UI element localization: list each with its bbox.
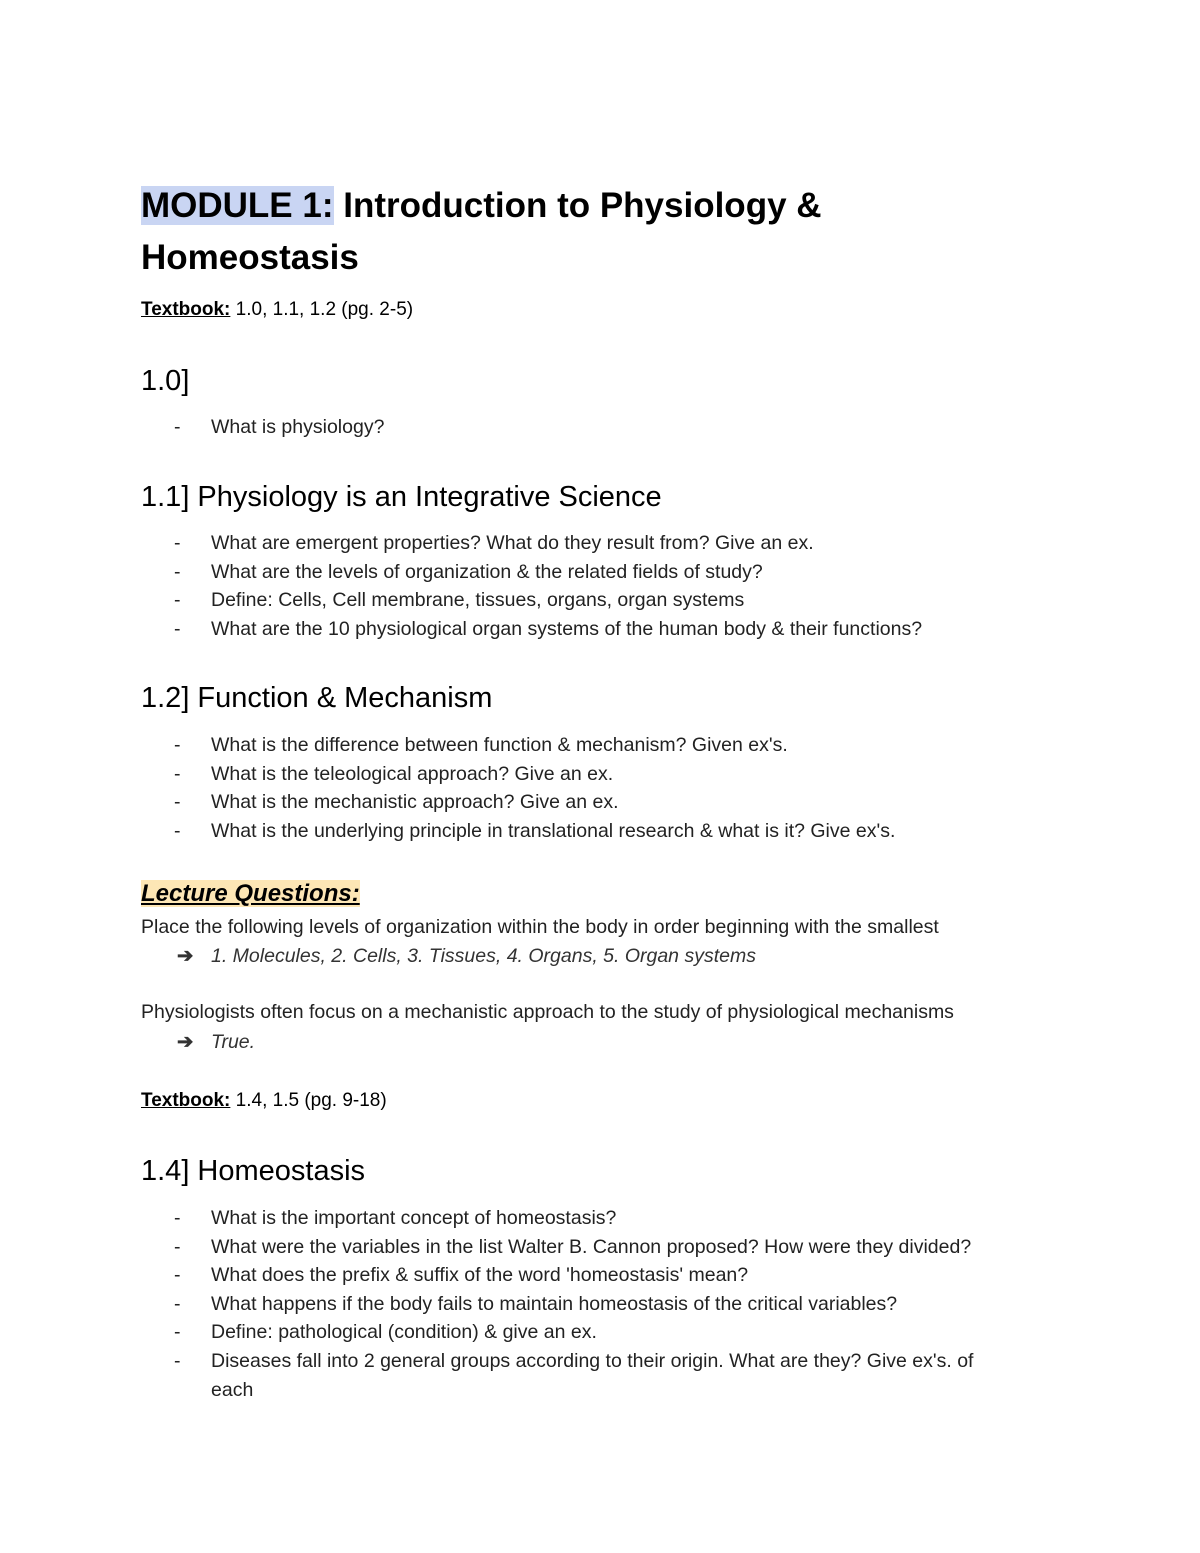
list-item: - What is the important concept of homeostasis?: [174, 1207, 617, 1229]
list-item: - What is physiology?: [174, 416, 385, 438]
section-heading: 1.2] Function & Mechanism: [141, 682, 493, 714]
list-item: - Define: Cells, Cell membrane, tissues, organs, organ systems: [174, 589, 745, 612]
list-item: - What is the teleological approach? Give an ex.: [174, 762, 614, 785]
textbook-label: Textbook:: [141, 1090, 231, 1111]
list-item: - What is the underlying principle in translational research & what is it? Give ex's.: [174, 819, 896, 842]
list-item: - What is the mechanistic approach? Give an ex.: [174, 791, 619, 814]
lecture-question-2: Physiologists often focus on a mechanistic approach to the study of physiological mechanisms: [141, 1001, 954, 1023]
arrow-icon: ➔: [177, 945, 194, 967]
list-item: - Diseases fall into 2 general groups according to their origin. What are they? Give ex's. of: [174, 1349, 974, 1372]
list-item: - Define: pathological (condition) & give an ex.: [174, 1321, 597, 1344]
list-item: - What does the prefix & suffix of the word 'homeostasis' mean?: [174, 1264, 749, 1287]
textbook-reference: [141, 297, 413, 323]
textbook-pages: 1.0, 1.1, 1.2 (pg. 2-5): [230, 299, 414, 320]
section-heading: 1.4] Homeostasis: [141, 1155, 366, 1187]
lecture-answer-2: ➔ True.: [177, 1028, 255, 1056]
lecture-questions-heading: Lecture Questions:: [141, 880, 360, 907]
section-heading: 1.0]: [141, 365, 190, 397]
question-list: [141, 731, 1071, 845]
arrow-icon: ➔: [177, 1031, 194, 1053]
question-list: [141, 529, 1071, 643]
list-item: - What is the difference between function & mechanism? Given ex's.: [174, 734, 788, 756]
module-title-line2: Homeostasis: [141, 238, 359, 277]
textbook-label: Textbook:: [141, 299, 231, 320]
lecture-answer-1: ➔ 1. Molecules, 2. Cells, 3. Tissues, 4. Organs, 5. Organ systems: [177, 942, 756, 970]
module-label: MODULE 1:: [141, 186, 334, 225]
question-list: [141, 1204, 1071, 1404]
question-list: [141, 413, 1071, 442]
section-heading: 1.1] Physiology is an Integrative Science: [141, 481, 662, 513]
list-item: - What were the variables in the list Walter B. Cannon proposed? How were they divided?: [174, 1235, 972, 1258]
list-item: - What happens if the body fails to maintain homeostasis of the critical variables?: [174, 1292, 898, 1315]
module-title-text: Introduction to Physiology &: [333, 186, 822, 225]
list-item: - What are emergent properties? What do they result from? Give an ex.: [174, 532, 814, 554]
list-item: - What are the 10 physiological organ systems of the human body & their functions?: [174, 617, 923, 640]
textbook-reference: [141, 1088, 387, 1114]
list-item: - What are the levels of organization & the related fields of study?: [174, 560, 763, 583]
module-title: [141, 180, 822, 232]
list-item-continuation: each: [211, 1378, 254, 1401]
lecture-question-1: Place the following levels of organization within the body in order beginning with the smallest: [141, 916, 939, 938]
textbook-pages: 1.4, 1.5 (pg. 9-18): [230, 1090, 387, 1111]
